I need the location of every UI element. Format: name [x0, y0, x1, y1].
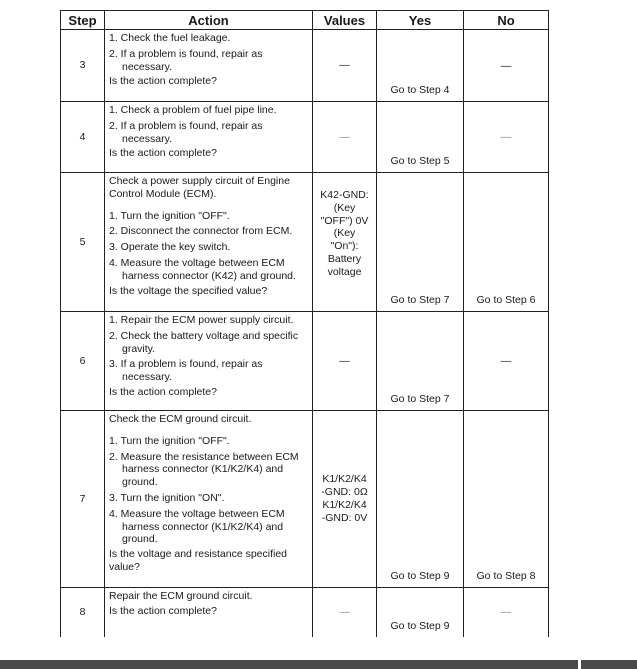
empty-dash: — — [339, 354, 350, 367]
action-item: 2. If a problem is found, repair as necessary. — [109, 47, 263, 73]
action-item: 4. Measure the voltage between ECM harness connector (K42) and ground. — [109, 256, 296, 282]
action-question: Is the voltage the specified value? — [109, 284, 268, 297]
no-cell — [464, 411, 549, 588]
no-goto-link[interactable]: Go to Step 6 — [476, 294, 536, 307]
step-number: 4 — [61, 102, 105, 173]
yes-goto-link[interactable]: Go to Step 7 — [390, 393, 450, 406]
action-item: 1. Repair the ECM power supply circuit. — [109, 314, 294, 326]
no-goto-link[interactable]: Go to Step 8 — [476, 570, 536, 583]
empty-dash: — — [500, 606, 512, 618]
header-row — [61, 11, 549, 30]
action-intro: Check the ECM ground circuit. — [109, 413, 252, 425]
specified-value: K1/K2/K4 -GND: 0Ω K1/K2/K4 -GND: 0V — [321, 473, 368, 524]
action-item: 3. If a problem is found, repair as necessary. — [109, 358, 263, 384]
action-steps — [109, 435, 306, 546]
no-cell — [464, 30, 549, 102]
yes-cell — [377, 411, 464, 588]
action-steps — [109, 104, 306, 145]
empty-dash: — — [339, 130, 350, 143]
yes-goto-link[interactable]: Go to Step 9 — [390, 619, 450, 632]
yes-goto-link[interactable]: Go to Step 7 — [390, 294, 450, 307]
action-item: 3. Turn the ignition "ON". — [109, 491, 225, 504]
yes-goto-link[interactable]: Go to Step 9 — [390, 570, 450, 583]
header-yes: Yes — [377, 11, 464, 30]
step-number: 6 — [61, 312, 105, 411]
no-cell — [464, 588, 549, 637]
action-item: 3. Operate the key switch. — [109, 241, 231, 254]
values-cell — [313, 411, 377, 588]
table-row — [61, 173, 549, 312]
values-cell — [313, 173, 377, 312]
step-number: 8 — [61, 588, 105, 637]
action-steps — [109, 314, 306, 384]
table-row — [61, 102, 549, 173]
action-question: Is the action complete? — [109, 147, 217, 160]
action-cell — [105, 102, 313, 173]
values-cell — [313, 588, 377, 637]
action-item: 2. If a problem is found, repair as necessary. — [109, 119, 263, 145]
empty-dash: — — [500, 130, 512, 143]
action-item: 2. Check the battery voltage and specific gravity. — [109, 329, 299, 355]
action-steps — [109, 32, 306, 73]
yes-cell — [377, 312, 464, 411]
yes-cell — [377, 588, 464, 637]
action-cell — [105, 411, 313, 588]
bottom-toolbar-end — [581, 660, 637, 669]
empty-dash: — — [339, 606, 350, 618]
values-cell — [313, 102, 377, 173]
action-cell — [105, 588, 313, 637]
table-row — [61, 588, 549, 637]
action-item: 4. Measure the voltage between ECM harness connector (K1/K2/K4) and ground. — [109, 507, 285, 546]
action-question: Is the voltage and resistance specified value? — [109, 548, 288, 573]
action-item: 1. Turn the ignition "OFF". — [109, 434, 230, 447]
yes-goto-link[interactable]: Go to Step 5 — [390, 155, 450, 168]
action-item: 1. Turn the ignition "OFF". — [109, 209, 230, 222]
table-row — [61, 312, 549, 411]
yes-cell — [377, 173, 464, 312]
yes-cell — [377, 30, 464, 102]
step-number: 3 — [61, 30, 105, 102]
specified-value: K42-GND: (Key "OFF") 0V (Key "On"): Battery voltage — [320, 189, 369, 278]
action-intro: Check a power supply circuit of Engine Control Module (ECM). — [109, 175, 290, 200]
values-cell — [313, 30, 377, 102]
empty-dash: — — [500, 354, 512, 367]
action-question: Is the action complete? — [109, 385, 217, 398]
action-item: 2. Disconnect the connector from ECM. — [109, 225, 293, 238]
empty-dash: — — [500, 59, 512, 72]
action-question: Is the action complete? — [109, 604, 217, 617]
header-action: Action — [105, 11, 313, 30]
table-row — [61, 411, 549, 588]
table-row — [61, 30, 549, 102]
no-cell — [464, 102, 549, 173]
action-steps — [109, 210, 306, 283]
empty-dash: — — [339, 59, 350, 72]
header-step: Step — [61, 11, 105, 30]
step-number: 5 — [61, 173, 105, 312]
yes-cell — [377, 102, 464, 173]
header-no: No — [464, 11, 549, 30]
action-cell — [105, 312, 313, 411]
action-item: 1. Check a problem of fuel pipe line. — [109, 104, 277, 116]
action-question: Is the action complete? — [109, 75, 217, 88]
action-intro: Repair the ECM ground circuit. — [109, 590, 253, 602]
action-item: 2. Measure the resistance between ECM harness connector (K1/K2/K4) and ground. — [109, 450, 299, 489]
no-cell — [464, 312, 549, 411]
no-cell — [464, 173, 549, 312]
values-cell — [313, 312, 377, 411]
action-cell — [105, 30, 313, 102]
header-values: Values — [313, 11, 377, 30]
diagnostic-table — [60, 10, 549, 637]
action-item: 1. Check the fuel leakage. — [109, 32, 231, 44]
step-number: 7 — [61, 411, 105, 588]
action-cell — [105, 173, 313, 312]
yes-goto-link[interactable]: Go to Step 4 — [390, 84, 450, 97]
bottom-toolbar — [0, 660, 578, 669]
